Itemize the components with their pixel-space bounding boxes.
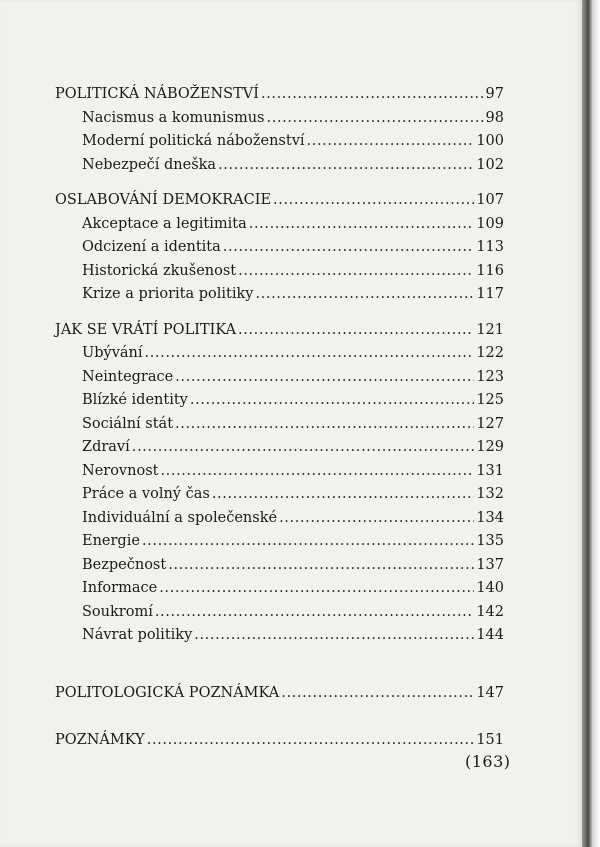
- toc-entry: [55, 189, 504, 213]
- dot-leader: [273, 189, 474, 213]
- toc-entry: [55, 507, 504, 531]
- toc-item-label: Práce a volný čas: [82, 486, 210, 502]
- toc-page-number: 144: [476, 627, 504, 643]
- toc-page-number: 113: [476, 239, 504, 255]
- toc-page-number: 109: [476, 215, 504, 232]
- toc-section-politologicka-poznamka: [55, 682, 504, 706]
- toc-page-number: 131: [476, 462, 504, 479]
- toc-entry: [55, 682, 504, 706]
- toc-item-label: Ubývání: [82, 345, 143, 361]
- toc-page-number: 121: [476, 321, 504, 338]
- toc-page-number: 127: [476, 415, 504, 432]
- toc-entry: [55, 283, 504, 307]
- toc-entry: [55, 154, 504, 178]
- toc-page-number: 135: [476, 533, 504, 549]
- toc-item-label: Energie: [82, 533, 140, 549]
- toc-section-title: JAK SE VRÁTÍ POLITIKA: [55, 321, 237, 338]
- toc-section-title: OSLABOVÁNÍ DEMOKRACIE: [55, 192, 272, 208]
- toc-entry: [55, 342, 504, 366]
- dot-leader: [175, 366, 474, 390]
- toc-item-label: Odcizení a identita: [82, 239, 221, 255]
- toc-item-label: Nacismus a komunismus: [82, 109, 265, 126]
- dot-leader: [255, 283, 474, 307]
- toc-page-number: 100: [476, 133, 504, 149]
- toc-page-number: 134: [476, 509, 504, 526]
- dot-leader: [159, 577, 474, 601]
- dot-leader: [261, 83, 484, 107]
- dot-leader: [249, 213, 475, 237]
- dot-leader: [175, 413, 474, 437]
- toc-item-label: Informace: [82, 580, 158, 596]
- toc-item-label: Individuální a společenské: [82, 509, 278, 526]
- toc-item-label: Akceptace a legitimita: [82, 215, 247, 232]
- toc-entry: [55, 130, 504, 154]
- toc-page-number: 102: [476, 156, 504, 173]
- toc-page-number: 147: [476, 684, 504, 701]
- toc-section-jak-se-vrati-politika: [55, 319, 504, 648]
- toc-page-number: 117: [476, 286, 504, 302]
- toc-section-politicka-nabozenstvi: [55, 83, 504, 177]
- toc-item-label: Bezpečnost: [82, 556, 167, 573]
- toc-entry: [55, 436, 504, 460]
- dot-leader: [190, 389, 474, 413]
- dot-leader: [223, 236, 475, 260]
- toc-page-number: 116: [476, 262, 504, 279]
- dot-leader: [132, 436, 475, 460]
- dot-leader: [145, 342, 475, 366]
- toc-entry: [55, 601, 504, 625]
- toc-entry: [55, 107, 504, 131]
- dot-leader: [279, 507, 474, 531]
- dot-leader: [160, 460, 474, 484]
- dot-leader: [155, 601, 474, 625]
- toc-entry: [55, 236, 504, 260]
- toc-page-number: 107: [476, 192, 504, 208]
- toc-page-number: 98: [485, 109, 504, 126]
- toc-page-number: 151: [476, 732, 504, 748]
- toc-page-number: 142: [476, 603, 504, 620]
- page-edge-shadow: [582, 0, 600, 847]
- toc-item-label: Nerovnost: [82, 462, 159, 479]
- toc-item-label: Sociální stát: [82, 415, 174, 432]
- toc-item-label: Neintegrace: [82, 368, 174, 385]
- toc-entry: [55, 624, 504, 648]
- toc-entry: [55, 729, 504, 753]
- dot-leader: [194, 624, 474, 648]
- toc-item-label: Moderní politická náboženství: [82, 133, 305, 149]
- toc-entry: [55, 83, 504, 107]
- toc-entry: [55, 319, 504, 343]
- toc-item-label: Historická zkušenost: [82, 262, 237, 279]
- toc-page-number: 123: [476, 368, 504, 385]
- toc-entry: [55, 389, 504, 413]
- dot-leader: [238, 260, 474, 284]
- dot-leader: [307, 130, 475, 154]
- toc-page-number: 132: [476, 486, 504, 502]
- toc-item-label: Krize a priorita politiky: [82, 286, 254, 302]
- toc-entry: [55, 554, 504, 578]
- toc-section-title: POLITICKÁ NÁBOŽENSTVÍ: [55, 86, 259, 102]
- toc-item-label: Nebezpečí dneška: [82, 156, 217, 173]
- toc-entry: [55, 577, 504, 601]
- toc-item-label: Blízké identity: [82, 392, 188, 408]
- toc-entry: [55, 460, 504, 484]
- toc-page-number: 125: [476, 392, 504, 408]
- dot-leader: [266, 107, 483, 131]
- toc-page-number: 97: [485, 86, 504, 102]
- toc-item-label: Soukromí: [82, 603, 153, 620]
- table-of-contents: [55, 83, 504, 765]
- toc-section-title: POZNÁMKY: [55, 732, 145, 748]
- toc-section-oslabovani-demokracie: [55, 189, 504, 307]
- dot-leader: [238, 319, 474, 343]
- toc-item-label: Návrat politiky: [82, 627, 193, 643]
- dot-leader: [212, 483, 475, 507]
- toc-entry: [55, 530, 504, 554]
- toc-entry: [55, 366, 504, 390]
- toc-entry: [55, 260, 504, 284]
- toc-page-number: 137: [476, 556, 504, 573]
- dot-leader: [142, 530, 474, 554]
- dot-leader: [147, 729, 475, 753]
- toc-page-number: 129: [476, 439, 504, 455]
- toc-page-number: 140: [476, 580, 504, 596]
- toc-entry: [55, 213, 504, 237]
- dot-leader: [281, 682, 474, 706]
- toc-section-title: POLITOLOGICKÁ POZNÁMKA: [55, 684, 280, 701]
- toc-entry: [55, 483, 504, 507]
- dot-leader: [218, 154, 474, 178]
- dot-leader: [168, 554, 474, 578]
- toc-section-poznamky: [55, 729, 504, 753]
- toc-item-label: Zdraví: [82, 439, 130, 455]
- toc-entry: [55, 413, 504, 437]
- page-folio: (163): [465, 752, 511, 771]
- toc-page-number: 122: [476, 345, 504, 361]
